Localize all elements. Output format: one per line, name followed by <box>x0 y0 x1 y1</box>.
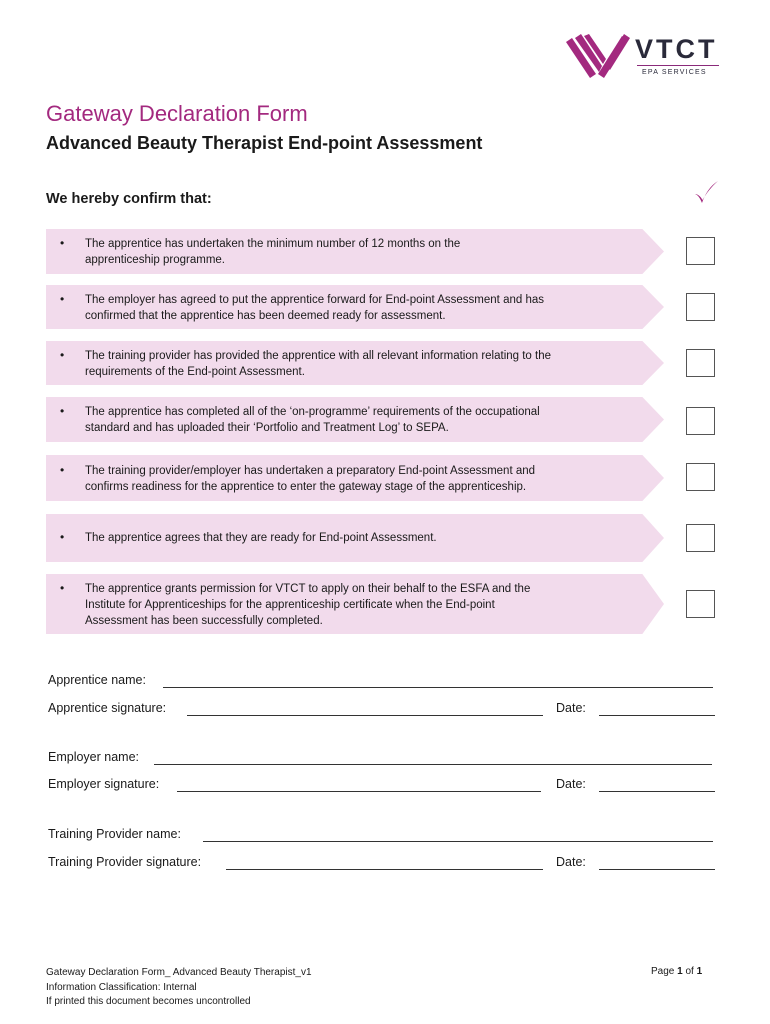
bullet-icon: • <box>60 404 65 418</box>
apprentice-date-label: Date: <box>556 701 586 715</box>
bullet-icon: • <box>60 292 65 306</box>
provider-name-label: Training Provider name: <box>48 827 181 841</box>
employer-date-field[interactable] <box>599 790 715 792</box>
statement-line: standard and has uploaded their ‘Portfolio and Treatment Log’ to SEPA. <box>85 422 449 434</box>
statement-text <box>85 236 630 268</box>
statement-line: The training provider has provided the apprentice with all relevant information relating to the <box>85 350 552 362</box>
statement-text <box>85 348 630 380</box>
statement-row <box>46 341 664 385</box>
logo-subtitle: EPA SERVICES <box>642 69 707 76</box>
bullet-icon: • <box>60 348 65 362</box>
apprentice-date-field[interactable] <box>599 714 715 716</box>
form-subtitle: Advanced Beauty Therapist End-point Assessment <box>46 133 483 153</box>
statement-row <box>46 574 664 634</box>
statement-row <box>46 229 664 274</box>
page-prefix: Page <box>651 966 675 977</box>
employer-name-label: Employer name: <box>48 750 140 764</box>
footer-classification: Information Classification: Internal <box>46 981 197 993</box>
confirm-heading: We hereby confirm that: <box>46 191 212 207</box>
statement-line: confirms readiness for the apprentice to enter the gateway stage of the apprenticeship. <box>85 481 527 493</box>
statement-row <box>46 285 664 329</box>
statement-text <box>85 581 630 629</box>
employer-date-label: Date: <box>556 777 586 791</box>
statement-text <box>85 530 630 546</box>
bullet-icon: • <box>60 463 65 477</box>
provider-signature-field[interactable] <box>226 868 543 870</box>
statement-line: apprenticeship programme. <box>85 254 225 266</box>
statement-text <box>85 463 630 495</box>
statement-line: The apprentice has completed all of the ‘on-programme’ requirements of the occupational <box>85 406 540 418</box>
confirm-checkbox-3[interactable] <box>686 349 715 377</box>
statement-row <box>46 397 664 442</box>
confirm-checkbox-6[interactable] <box>686 524 715 552</box>
statement-line: The apprentice grants permission for VTCT to apply on their behalf to the ESFA and the <box>85 583 531 595</box>
apprentice-name-field[interactable] <box>163 686 713 688</box>
statement-line: The apprentice has undertaken the minimum number of 12 months on the <box>85 238 461 250</box>
logo-wordmark: VTCT <box>635 34 718 64</box>
apprentice-signature-label: Apprentice signature: <box>48 701 167 715</box>
confirm-checkbox-7[interactable] <box>686 590 715 618</box>
confirm-checkbox-5[interactable] <box>686 463 715 491</box>
employer-signature-label: Employer signature: <box>48 777 160 791</box>
bullet-icon: • <box>60 236 65 250</box>
confirm-checkbox-4[interactable] <box>686 407 715 435</box>
statement-line: Institute for Apprenticeships for the apprenticeship certificate when the End-point <box>85 599 495 611</box>
apprentice-name-label: Apprentice name: <box>48 673 146 687</box>
page-total: 1 <box>696 966 703 977</box>
page-of: of <box>685 966 694 977</box>
footer-document-name: Gateway Declaration Form_ Advanced Beauty Therapist_v1 <box>46 967 312 978</box>
page-number <box>651 966 702 977</box>
statement-line: Assessment has been successfully completed. <box>85 615 323 627</box>
bullet-icon: • <box>60 530 65 544</box>
vtct-logo <box>566 34 720 80</box>
statement-row <box>46 514 664 562</box>
footer <box>46 966 312 1010</box>
statement-line: The employer has agreed to put the apprentice forward for End-point Assessment and has <box>85 294 544 306</box>
statement-row <box>46 455 664 501</box>
provider-date-label: Date: <box>556 855 586 869</box>
provider-date-field[interactable] <box>599 868 715 870</box>
statement-line: The apprentice agrees that they are ready for End-point Assessment. <box>85 532 437 544</box>
footer-uncontrolled-note: If printed this document becomes uncontrolled <box>46 996 251 1007</box>
statement-text <box>85 404 630 436</box>
checkmark-icon <box>693 180 719 206</box>
statement-line: requirements of the End-point Assessment. <box>85 366 305 378</box>
confirm-checkbox-2[interactable] <box>686 293 715 321</box>
form-title: Gateway Declaration Form <box>46 101 308 126</box>
confirm-checkbox-1[interactable] <box>686 237 715 265</box>
provider-name-field[interactable] <box>203 840 713 842</box>
vtct-chevron-mark-icon <box>566 34 632 78</box>
employer-name-field[interactable] <box>154 763 712 765</box>
statement-line: confirmed that the apprentice has been deemed ready for assessment. <box>85 310 446 322</box>
page-current: 1 <box>677 966 683 977</box>
employer-signature-field[interactable] <box>177 790 541 792</box>
logo-divider <box>637 65 719 66</box>
provider-signature-label: Training Provider signature: <box>48 855 202 869</box>
bullet-icon: • <box>60 581 65 595</box>
apprentice-signature-field[interactable] <box>187 714 543 716</box>
statement-line: The training provider/employer has undertaken a preparatory End-point Assessment and <box>85 465 536 477</box>
statement-text <box>85 292 630 324</box>
